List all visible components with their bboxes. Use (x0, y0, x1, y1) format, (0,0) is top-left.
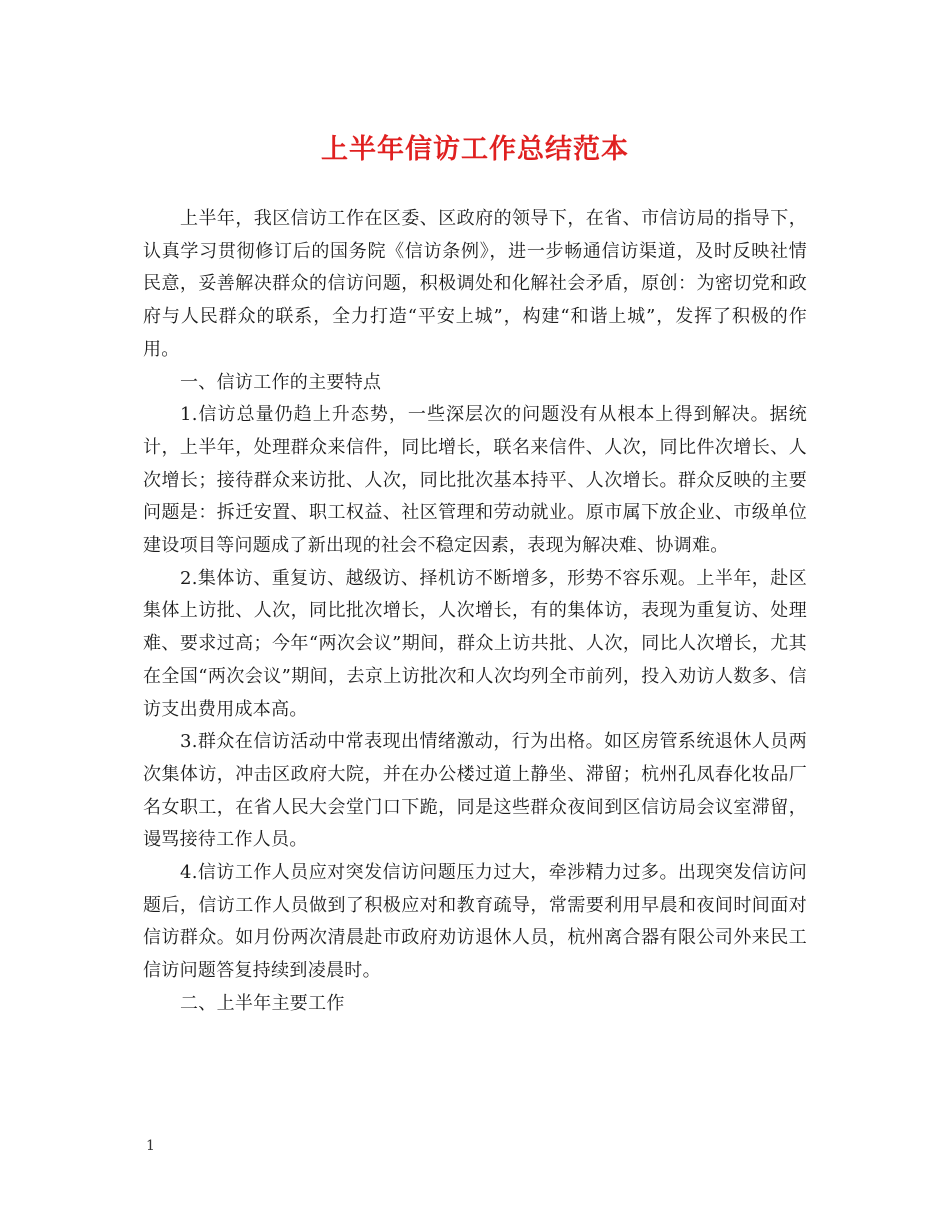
paragraph-point-2: 2.集体访、重复访、越级访、择机访不断增多，形势不容乐观。上半年，赴区集体上访批、人次，同比批次增长，人次增长，有的集体访，表现为重复访、处理难、要求过高；今年“两次会议”期间，群众上访共批、人次，同比人次增长，尤其在全国“两次会议”期间，去京上访批次和人次均列全市前列，投入劝访人数多、信访支出费用成本高。 (143, 567, 807, 720)
paragraph-point-3: 3.群众在信访活动中常表现出情绪激动，行为出格。如区房管系统退休人员两次集体访，冲击区政府大院，并在办公楼过道上静坐、滞留；杭州孔凤春化妆品厂名女职工，在省人民大会堂门口下跪，同是这些群众夜间到区信访局会议室滞留，谩骂接待工作人员。 (143, 731, 807, 851)
section-heading-2: 二、上半年主要工作 (180, 992, 345, 1014)
page-number: 1 (146, 1138, 155, 1154)
document-title: 上半年信访工作总结范本 (321, 134, 629, 165)
section-heading-1: 一、信访工作的主要特点 (180, 371, 382, 393)
paragraph-point-1: 1.信访总量仍趋上升态势，一些深层次的问题没有从根本上得到解决。据统计，上半年，处理群众来信件，同比增长，联名来信件、人次，同比件次增长、人次增长；接待群众来访批、人次，同比批次基本持平、人次增长。群众反映的主要问题是：拆迁安置、职工权益、社区管理和劳动就业。原市属下放企业、市级单位建设项目等问题成了新出现的社会不稳定因素，表现为解决难、协调难。 (143, 404, 807, 557)
paragraph-intro: 上半年，我区信访工作在区委、区政府的领导下，在省、市信访局的指导下，认真学习贯彻修订后的国务院《信访条例》，进一步畅通信访渠道，及时反映社情民意，妥善解决群众的信访问题，积极调处和化解社会矛盾，原创：为密切党和政府与人民群众的联系，全力打造“平安上城”，构建“和谐上城”，发挥了积极的作用。 (143, 208, 807, 360)
paragraph-point-4: 4.信访工作人员应对突发信访问题压力过大，牵涉精力过多。出现突发信访问题后，信访工作人员做到了积极应对和教育疏导，常需要利用早晨和夜间时间面对信访群众。如月份两次清晨赴市政府劝访退休人员，杭州离合器有限公司外来民工信访问题答复持续到凌晨时。 (143, 862, 807, 982)
document-body (143, 203, 807, 1021)
